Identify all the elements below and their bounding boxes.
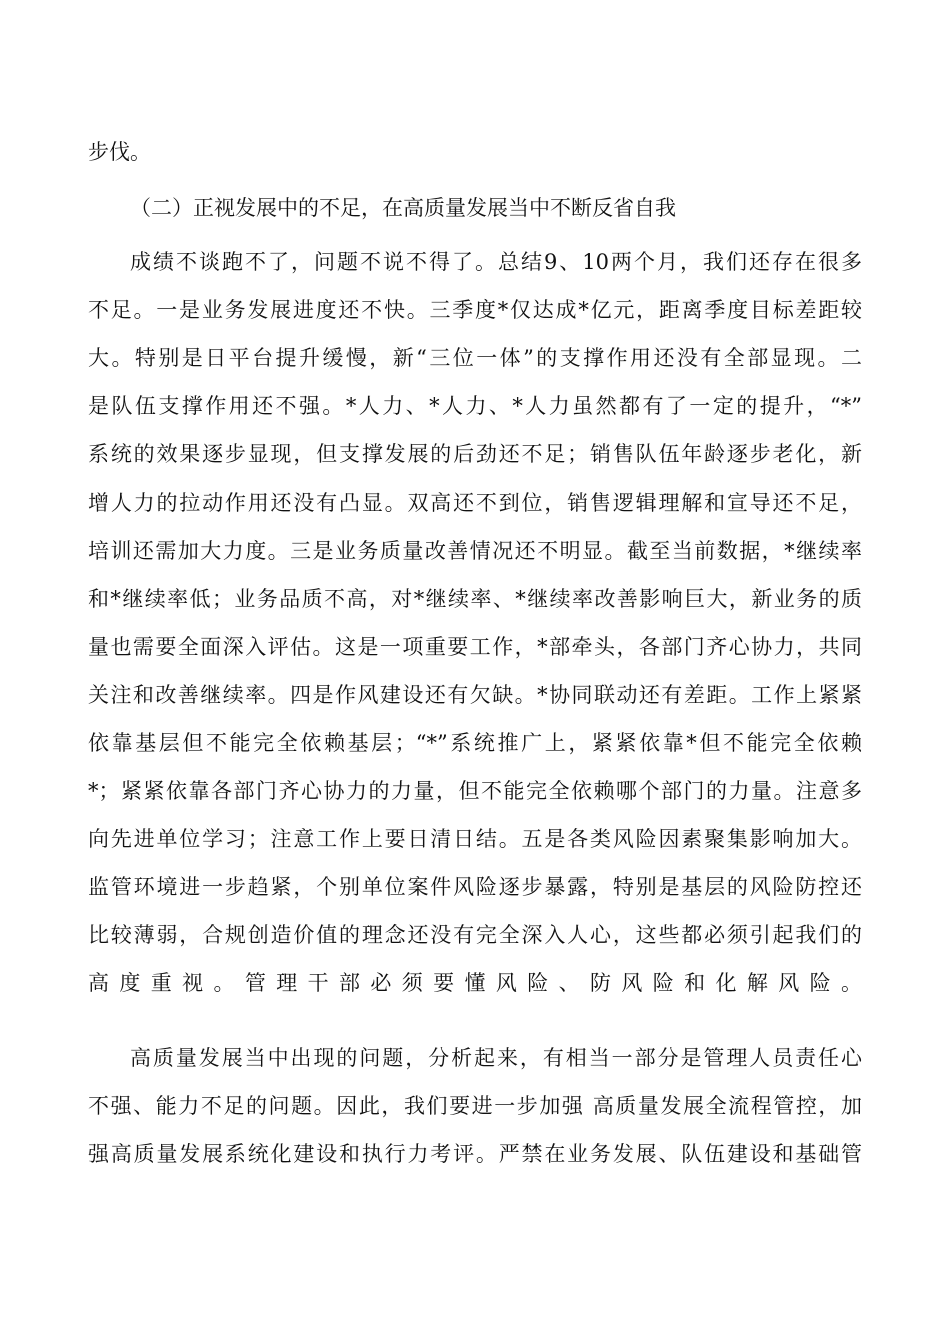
paragraph-line-17: 比较薄弱，合规创造价值的理念还没有完全深入人心，这些都必须引起我们的	[88, 923, 862, 947]
paragraph-line-8: 增人力的拉动作用还没有凸显。双高还不到位，销售逻辑理解和宣导还不足，	[88, 491, 862, 515]
paragraph-line-9: 培训还需加大力度。三是业务质量改善情况还不明显。截至当前数据，*继续率	[88, 539, 862, 563]
paragraph-line-14: *；紧紧依靠各部门齐心协力的力量，但不能完全依赖哪个部门的力量。注意多	[88, 779, 862, 803]
paragraph-line-13: 依靠基层但不能完全依赖基层；“*”系统推广上，紧紧依靠*但不能完全依赖	[88, 731, 862, 755]
paragraph-line-15: 向先进单位学习；注意工作上要日清日结。五是各类风险因素聚集影响加大。	[88, 827, 862, 851]
paragraph-line-20: 不强、能力不足的问题。因此，我们要进一步加强 高质量发展全流程管控，加	[88, 1094, 862, 1118]
paragraph-line-5: 大。特别是日平台提升缓慢，新“三位一体”的支撑作用还没有全部显现。二	[88, 346, 862, 370]
paragraph-line-4: 不足。一是业务发展进度还不快。三季度*仅达成*亿元，距离季度目标差距较	[88, 298, 862, 322]
paragraph-line-3: 成绩不谈跑不了，问题不说不得了。总结9、10两个月，我们还存在很多	[130, 250, 862, 274]
paragraph-line-10: 和*继续率低；业务品质不高，对*继续率、*继续率改善影响巨大，新业务的质	[88, 587, 862, 611]
paragraph-line-11: 量也需要全面深入评估。这是一项重要工作，*部牵头，各部门齐心协力，共同	[88, 635, 862, 659]
paragraph-line-6: 是队伍支撑作用还不强。*人力、*人力、*人力虽然都有了一定的提升，“*”	[88, 394, 862, 418]
paragraph-line-1: 步伐。	[88, 140, 151, 164]
paragraph-line-16: 监管环境进一步趋紧，个别单位案件风险逐步暴露，特别是基层的风险防控还	[88, 875, 862, 899]
paragraph-line-21: 强高质量发展系统化建设和执行力考评。严禁在业务发展、队伍建设和基础管	[88, 1142, 862, 1166]
paragraph-line-7: 系统的效果逐步显现，但支撑发展的后劲还不足；销售队伍年龄逐步老化，新	[88, 442, 862, 466]
paragraph-line-18: 高度重视。管理干部必须要懂风险、防风险和化解风险。	[88, 971, 862, 995]
paragraph-line-19: 高质量发展当中出现的问题，分析起来，有相当一部分是管理人员责任心	[130, 1046, 862, 1070]
section-heading: （二）正视发展中的不足，在高质量发展当中不断反省自我	[130, 196, 676, 220]
paragraph-line-12: 关注和改善继续率。四是作风建设还有欠缺。*协同联动还有差距。工作上紧紧	[88, 683, 862, 707]
